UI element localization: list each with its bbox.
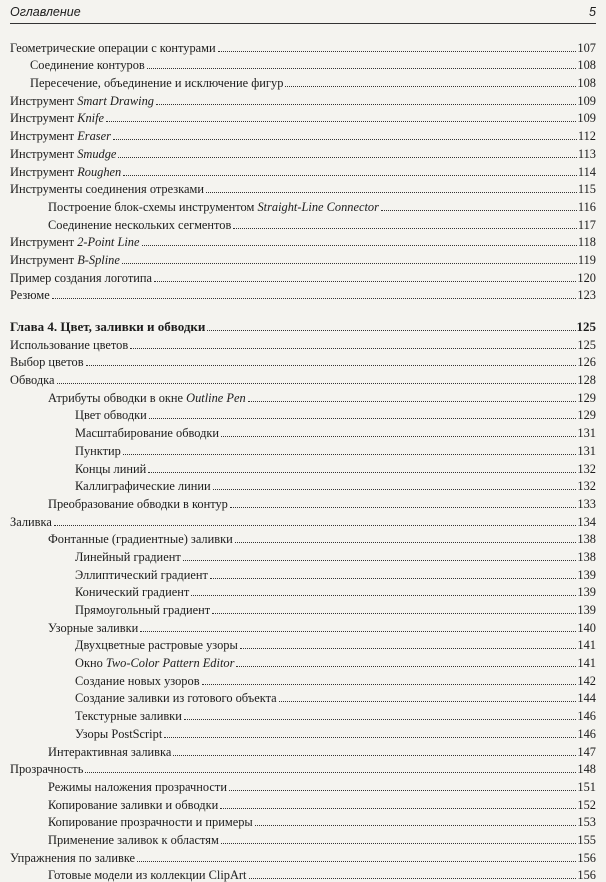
toc-entry-title [10, 762, 83, 776]
toc-page-number: 151 [577, 779, 596, 794]
toc-entry-title-text: Фонтанные (градиентные) заливки [48, 532, 233, 547]
toc-entry-title-text: Инструмент [10, 146, 78, 161]
toc-entry-title-text: Заливка [10, 514, 52, 529]
toc-page-number: 112 [577, 129, 596, 144]
toc-entry-title-text: Конический градиент [75, 585, 190, 600]
toc-dot-leader [106, 121, 576, 122]
toc-entry[interactable] [10, 794, 596, 812]
toc-entry[interactable] [10, 267, 596, 285]
toc-entry[interactable] [10, 599, 596, 617]
toc-dot-leader [235, 542, 577, 543]
toc-entry-title [75, 462, 146, 476]
toc-entry-title [10, 165, 121, 179]
toc-entry-title-text: Пример создания логотипа [10, 270, 152, 285]
toc-entry-title-text: Инструмент [10, 252, 78, 267]
toc-page-number: 146 [577, 726, 596, 741]
toc-dot-leader [154, 281, 576, 282]
toc-entry-title-text: Копирование прозрачности и примеры [48, 815, 253, 830]
toc-dot-leader [213, 489, 577, 490]
toc-entry-title [48, 798, 218, 812]
toc-entry-title-text: Построение блок-схемы инструментом [48, 199, 258, 214]
toc-page-number: 109 [577, 111, 596, 126]
toc-entry-title [10, 129, 111, 143]
toc-entry-title-text: Двухцветные растровые узоры [75, 638, 238, 653]
toc-entry-title-text: Инструменты соединения отрезками [10, 182, 204, 197]
toc-entry-title [10, 355, 84, 369]
toc-dot-leader [123, 454, 577, 455]
table-of-contents [10, 37, 596, 882]
toc-dot-leader [57, 383, 577, 384]
toc-entry-title [30, 58, 145, 72]
toc-entry[interactable] [10, 617, 596, 635]
toc-entry[interactable] [10, 564, 596, 582]
toc-chapter-entry[interactable] [10, 316, 596, 334]
toc-entry[interactable] [10, 458, 596, 476]
toc-entry-title [75, 603, 210, 617]
toc-entry-title [75, 638, 238, 652]
toc-dot-leader [86, 365, 577, 366]
toc-entry-title-text: Соединение нескольких сегментов [48, 217, 232, 232]
toc-dot-leader [149, 418, 577, 419]
toc-page-number: 155 [577, 832, 596, 847]
toc-entry[interactable] [10, 582, 596, 600]
toc-page-number: 108 [577, 76, 596, 91]
toc-page-number: 147 [577, 744, 596, 759]
toc-entry-title-text: Соединение контуров [30, 58, 145, 73]
toc-page-number: 152 [577, 797, 596, 812]
toc-entry-title [48, 780, 227, 794]
toc-dot-leader [147, 68, 577, 69]
toc-entry-title [10, 851, 135, 865]
toc-entry[interactable] [10, 179, 596, 197]
toc-page-number: 140 [577, 620, 596, 635]
toc-dot-leader [207, 330, 575, 331]
toc-entry-title-text: Концы линий [75, 461, 147, 476]
toc-entry-title-text: Создание новых узоров [75, 673, 200, 688]
toc-dot-leader [122, 263, 577, 264]
toc-entry[interactable] [10, 440, 596, 458]
toc-page-number: 129 [577, 390, 596, 405]
toc-entry[interactable] [10, 829, 596, 847]
toc-entry-title [10, 515, 52, 529]
toc-entry-title-italic: Straight-Line Connector [257, 199, 379, 214]
toc-dot-leader [285, 86, 576, 87]
toc-entry[interactable] [10, 405, 596, 423]
toc-entry-title-text: Текстурные заливки [75, 709, 182, 724]
toc-entry-title-text: Использование цветов [10, 337, 129, 352]
toc-entry-title-text: Инструмент [10, 129, 78, 144]
toc-entry-title-text: Резюме [10, 288, 50, 303]
toc-entry-title [75, 568, 208, 582]
toc-page-number: 125 [576, 319, 596, 334]
toc-entry[interactable] [10, 705, 596, 723]
toc-dot-leader [52, 298, 577, 299]
toc-dot-leader [184, 719, 577, 720]
toc-entry-title [10, 235, 140, 249]
toc-dot-leader [148, 472, 576, 473]
toc-page-number: 109 [577, 93, 596, 108]
toc-entry-title [75, 674, 200, 688]
toc-dot-leader [221, 843, 577, 844]
toc-entry-title [75, 656, 234, 670]
toc-entry[interactable] [10, 723, 596, 741]
toc-page-number: 146 [577, 709, 596, 724]
toc-entry[interactable] [10, 387, 596, 405]
toc-entry[interactable] [10, 232, 596, 250]
toc-page-number: 113 [577, 146, 596, 161]
toc-entry[interactable] [10, 493, 596, 511]
toc-entry-title [48, 868, 247, 882]
toc-page-number: 131 [577, 426, 596, 441]
toc-entry-title-text: Каллиграфические линии [75, 479, 211, 494]
toc-page-number: 138 [577, 532, 596, 547]
toc-page-number: 119 [577, 252, 596, 267]
toc-page-number: 132 [577, 461, 596, 476]
toc-entry[interactable] [10, 847, 596, 865]
toc-entry-title [48, 391, 246, 405]
toc-entry-title [48, 218, 231, 232]
toc-page-number: 139 [577, 567, 596, 582]
toc-page-number: 125 [577, 337, 596, 352]
toc-entry[interactable] [10, 422, 596, 440]
toc-dot-leader [183, 560, 577, 561]
toc-entry-title-text: Обводка [10, 373, 55, 388]
toc-page-number: 141 [577, 656, 596, 671]
toc-entry-title [75, 727, 162, 741]
toc-entry-title-text: Узорные заливки [48, 620, 139, 635]
toc-page-number: 148 [577, 762, 596, 777]
toc-entry[interactable] [10, 741, 596, 759]
toc-entry-title [10, 338, 128, 352]
toc-entry[interactable] [10, 249, 596, 267]
toc-entry[interactable] [10, 369, 596, 387]
toc-entry-title [48, 815, 253, 829]
toc-entry-title-italic: Outline Pen [186, 390, 246, 405]
toc-dot-leader [240, 648, 577, 649]
toc-dot-leader [210, 578, 577, 579]
toc-dot-leader [130, 348, 576, 349]
toc-entry-title-italic: Smudge [77, 146, 117, 161]
toc-entry-title-text: Прямоугольный градиент [75, 603, 211, 617]
toc-dot-leader [191, 595, 576, 596]
toc-entry-title-italic: Roughen [77, 164, 122, 179]
toc-entry-title [75, 550, 181, 564]
toc-entry-title-text: Упражнения по заливке [10, 850, 136, 865]
toc-entry-title [10, 41, 216, 55]
toc-entry-title [75, 408, 147, 422]
toc-page-number: 134 [577, 514, 596, 529]
toc-entry[interactable] [10, 72, 596, 90]
toc-page-number: 129 [577, 408, 596, 423]
toc-entry[interactable] [10, 55, 596, 73]
toc-entry-title [10, 111, 104, 125]
toc-page-number: 128 [577, 373, 596, 388]
toc-entry-title [75, 585, 189, 599]
toc-dot-leader [206, 192, 577, 193]
toc-entry-title-text: Эллиптический градиент [75, 567, 208, 582]
toc-entry[interactable] [10, 635, 596, 653]
toc-entry-title [48, 532, 233, 546]
toc-dot-leader [156, 104, 576, 105]
toc-entry-title [75, 691, 277, 705]
toc-dot-leader [113, 139, 577, 140]
toc-entry-title [75, 444, 121, 458]
toc-dot-leader [229, 790, 576, 791]
toc-page-number: 115 [577, 182, 596, 197]
toc-dot-leader [123, 175, 577, 176]
toc-entry-title-text: Копирование заливки и обводки [48, 797, 219, 812]
toc-entry-title [30, 76, 283, 90]
toc-entry-title-text: Пересечение, объединение и исключение фигур [30, 76, 284, 91]
toc-dot-leader [279, 701, 577, 702]
toc-entry-title-text: Узоры PostScript [75, 726, 163, 741]
toc-entry-title [10, 320, 205, 334]
toc-entry-title [10, 182, 204, 196]
toc-entry-title [10, 373, 55, 387]
toc-dot-leader [220, 808, 576, 809]
toc-entry[interactable] [10, 670, 596, 688]
toc-dot-leader [54, 525, 577, 526]
toc-entry-title [48, 833, 219, 847]
toc-entry-title-text: Окно [75, 656, 106, 671]
toc-dot-leader [230, 507, 577, 508]
toc-page-number: 144 [577, 691, 596, 706]
toc-entry-title-text: Готовые модели из коллекции ClipArt [48, 868, 247, 882]
toc-entry-title-text: Линейный градиент [75, 549, 181, 564]
toc-dot-leader [118, 157, 576, 158]
toc-entry-title [10, 147, 116, 161]
toc-page-number: 117 [577, 217, 596, 232]
toc-page-number: 107 [577, 40, 596, 55]
toc-page-number: 116 [577, 199, 596, 214]
toc-entry-title [10, 288, 50, 302]
toc-entry-title-text: Создание заливки из готового объекта [75, 691, 277, 706]
toc-page-number: 153 [577, 815, 596, 830]
toc-entry-title-text: Масштабирование обводки [75, 426, 220, 441]
toc-entry[interactable] [10, 143, 596, 161]
toc-page-number: 126 [577, 355, 596, 370]
toc-entry-title [48, 497, 228, 511]
toc-entry-title [48, 745, 171, 759]
toc-dot-leader [173, 755, 576, 756]
toc-dot-leader [85, 772, 576, 773]
toc-entry-title [48, 621, 138, 635]
toc-dot-leader [255, 825, 577, 826]
toc-entry-title-italic: Knife [77, 111, 105, 126]
toc-entry-title-text: Инструмент [10, 111, 78, 126]
toc-entry-title-italic: Two-Color Pattern Editor [105, 656, 235, 671]
toc-entry[interactable] [10, 865, 596, 882]
toc-entry-title [10, 253, 120, 267]
toc-dot-leader [236, 666, 576, 667]
toc-page-number: 139 [577, 585, 596, 600]
toc-dot-leader [142, 245, 577, 246]
toc-page-number: 123 [577, 288, 596, 303]
toc-entry[interactable] [10, 161, 596, 179]
toc-entry-title-italic: Eraser [77, 129, 111, 144]
toc-entry[interactable] [10, 285, 596, 303]
toc-gap [10, 302, 596, 316]
toc-entry-title-text: Выбор цветов [10, 355, 84, 370]
toc-entry[interactable] [10, 546, 596, 564]
toc-entry-title [75, 709, 182, 723]
toc-page-number: 131 [577, 443, 596, 458]
toc-entry[interactable] [10, 37, 596, 55]
toc-entry-title [10, 271, 152, 285]
toc-dot-leader [212, 613, 576, 614]
toc-entry-title-text: Режимы наложения прозрачности [48, 779, 227, 794]
toc-entry[interactable] [10, 812, 596, 830]
toc-entry-title-text: Применение заливок к областям [48, 832, 219, 847]
toc-dot-leader [137, 861, 576, 862]
toc-entry[interactable] [10, 90, 596, 108]
toc-entry-title-text: Прозрачность [10, 762, 84, 777]
toc-dot-leader [221, 436, 576, 437]
toc-entry[interactable] [10, 652, 596, 670]
toc-entry-title [48, 200, 379, 214]
toc-entry-title-text: Преобразование обводки в контур [48, 496, 228, 511]
toc-entry-title [75, 479, 211, 493]
toc-dot-leader [249, 878, 577, 879]
toc-entry[interactable] [10, 688, 596, 706]
toc-page-number: 156 [577, 868, 596, 882]
toc-dot-leader [202, 684, 577, 685]
toc-page-number: 118 [577, 235, 596, 250]
toc-page-number: 141 [577, 638, 596, 653]
header-page-number: 5 [589, 5, 596, 19]
toc-entry-title-text: Инструмент [10, 93, 78, 108]
toc-entry-title-text: Атрибуты обводки в окне [48, 390, 187, 405]
toc-entry-title-text: Интерактивная заливка [48, 744, 172, 759]
toc-page-number: 138 [577, 549, 596, 564]
toc-entry[interactable] [10, 511, 596, 529]
toc-entry-title-text: Цвет обводки [75, 408, 147, 423]
page-header [10, 5, 596, 24]
toc-dot-leader [140, 631, 576, 632]
toc-entry-title-text: Глава 4. Цвет, заливки и обводки [10, 319, 206, 334]
toc-dot-leader [248, 401, 577, 402]
toc-entry-title-text: Инструмент [10, 164, 78, 179]
toc-page-number: 108 [577, 58, 596, 73]
toc-page-number: 142 [577, 673, 596, 688]
toc-entry-title-text: Пунктир [75, 443, 121, 458]
toc-entry[interactable] [10, 352, 596, 370]
toc-entry-title [75, 426, 219, 440]
toc-entry-title [10, 94, 154, 108]
toc-page-number: 120 [577, 270, 596, 285]
toc-entry[interactable] [10, 196, 596, 214]
toc-dot-leader [381, 210, 577, 211]
toc-entry[interactable] [10, 125, 596, 143]
toc-entry[interactable] [10, 108, 596, 126]
toc-entry-title-text: Инструмент [10, 235, 78, 250]
toc-entry[interactable] [10, 334, 596, 352]
toc-entry-title-italic: Smart Drawing [77, 93, 154, 108]
toc-entry[interactable] [10, 214, 596, 232]
toc-entry-title-italic: 2-Point Line [77, 235, 140, 250]
toc-entry[interactable] [10, 776, 596, 794]
header-title: Оглавление [10, 5, 81, 19]
toc-page-number: 133 [577, 496, 596, 511]
toc-page-number: 132 [577, 479, 596, 494]
toc-page-number: 156 [577, 850, 596, 865]
toc-page-number: 114 [577, 164, 596, 179]
toc-entry[interactable] [10, 476, 596, 494]
toc-dot-leader [164, 737, 576, 738]
toc-entry[interactable] [10, 759, 596, 777]
toc-entry-title-text: Геометрические операции с контурами [10, 40, 216, 55]
toc-page-number: 139 [577, 603, 596, 617]
toc-entry[interactable] [10, 529, 596, 547]
toc-dot-leader [233, 228, 577, 229]
toc-entry-title-italic: B-Spline [77, 252, 120, 267]
toc-dot-leader [218, 51, 577, 52]
